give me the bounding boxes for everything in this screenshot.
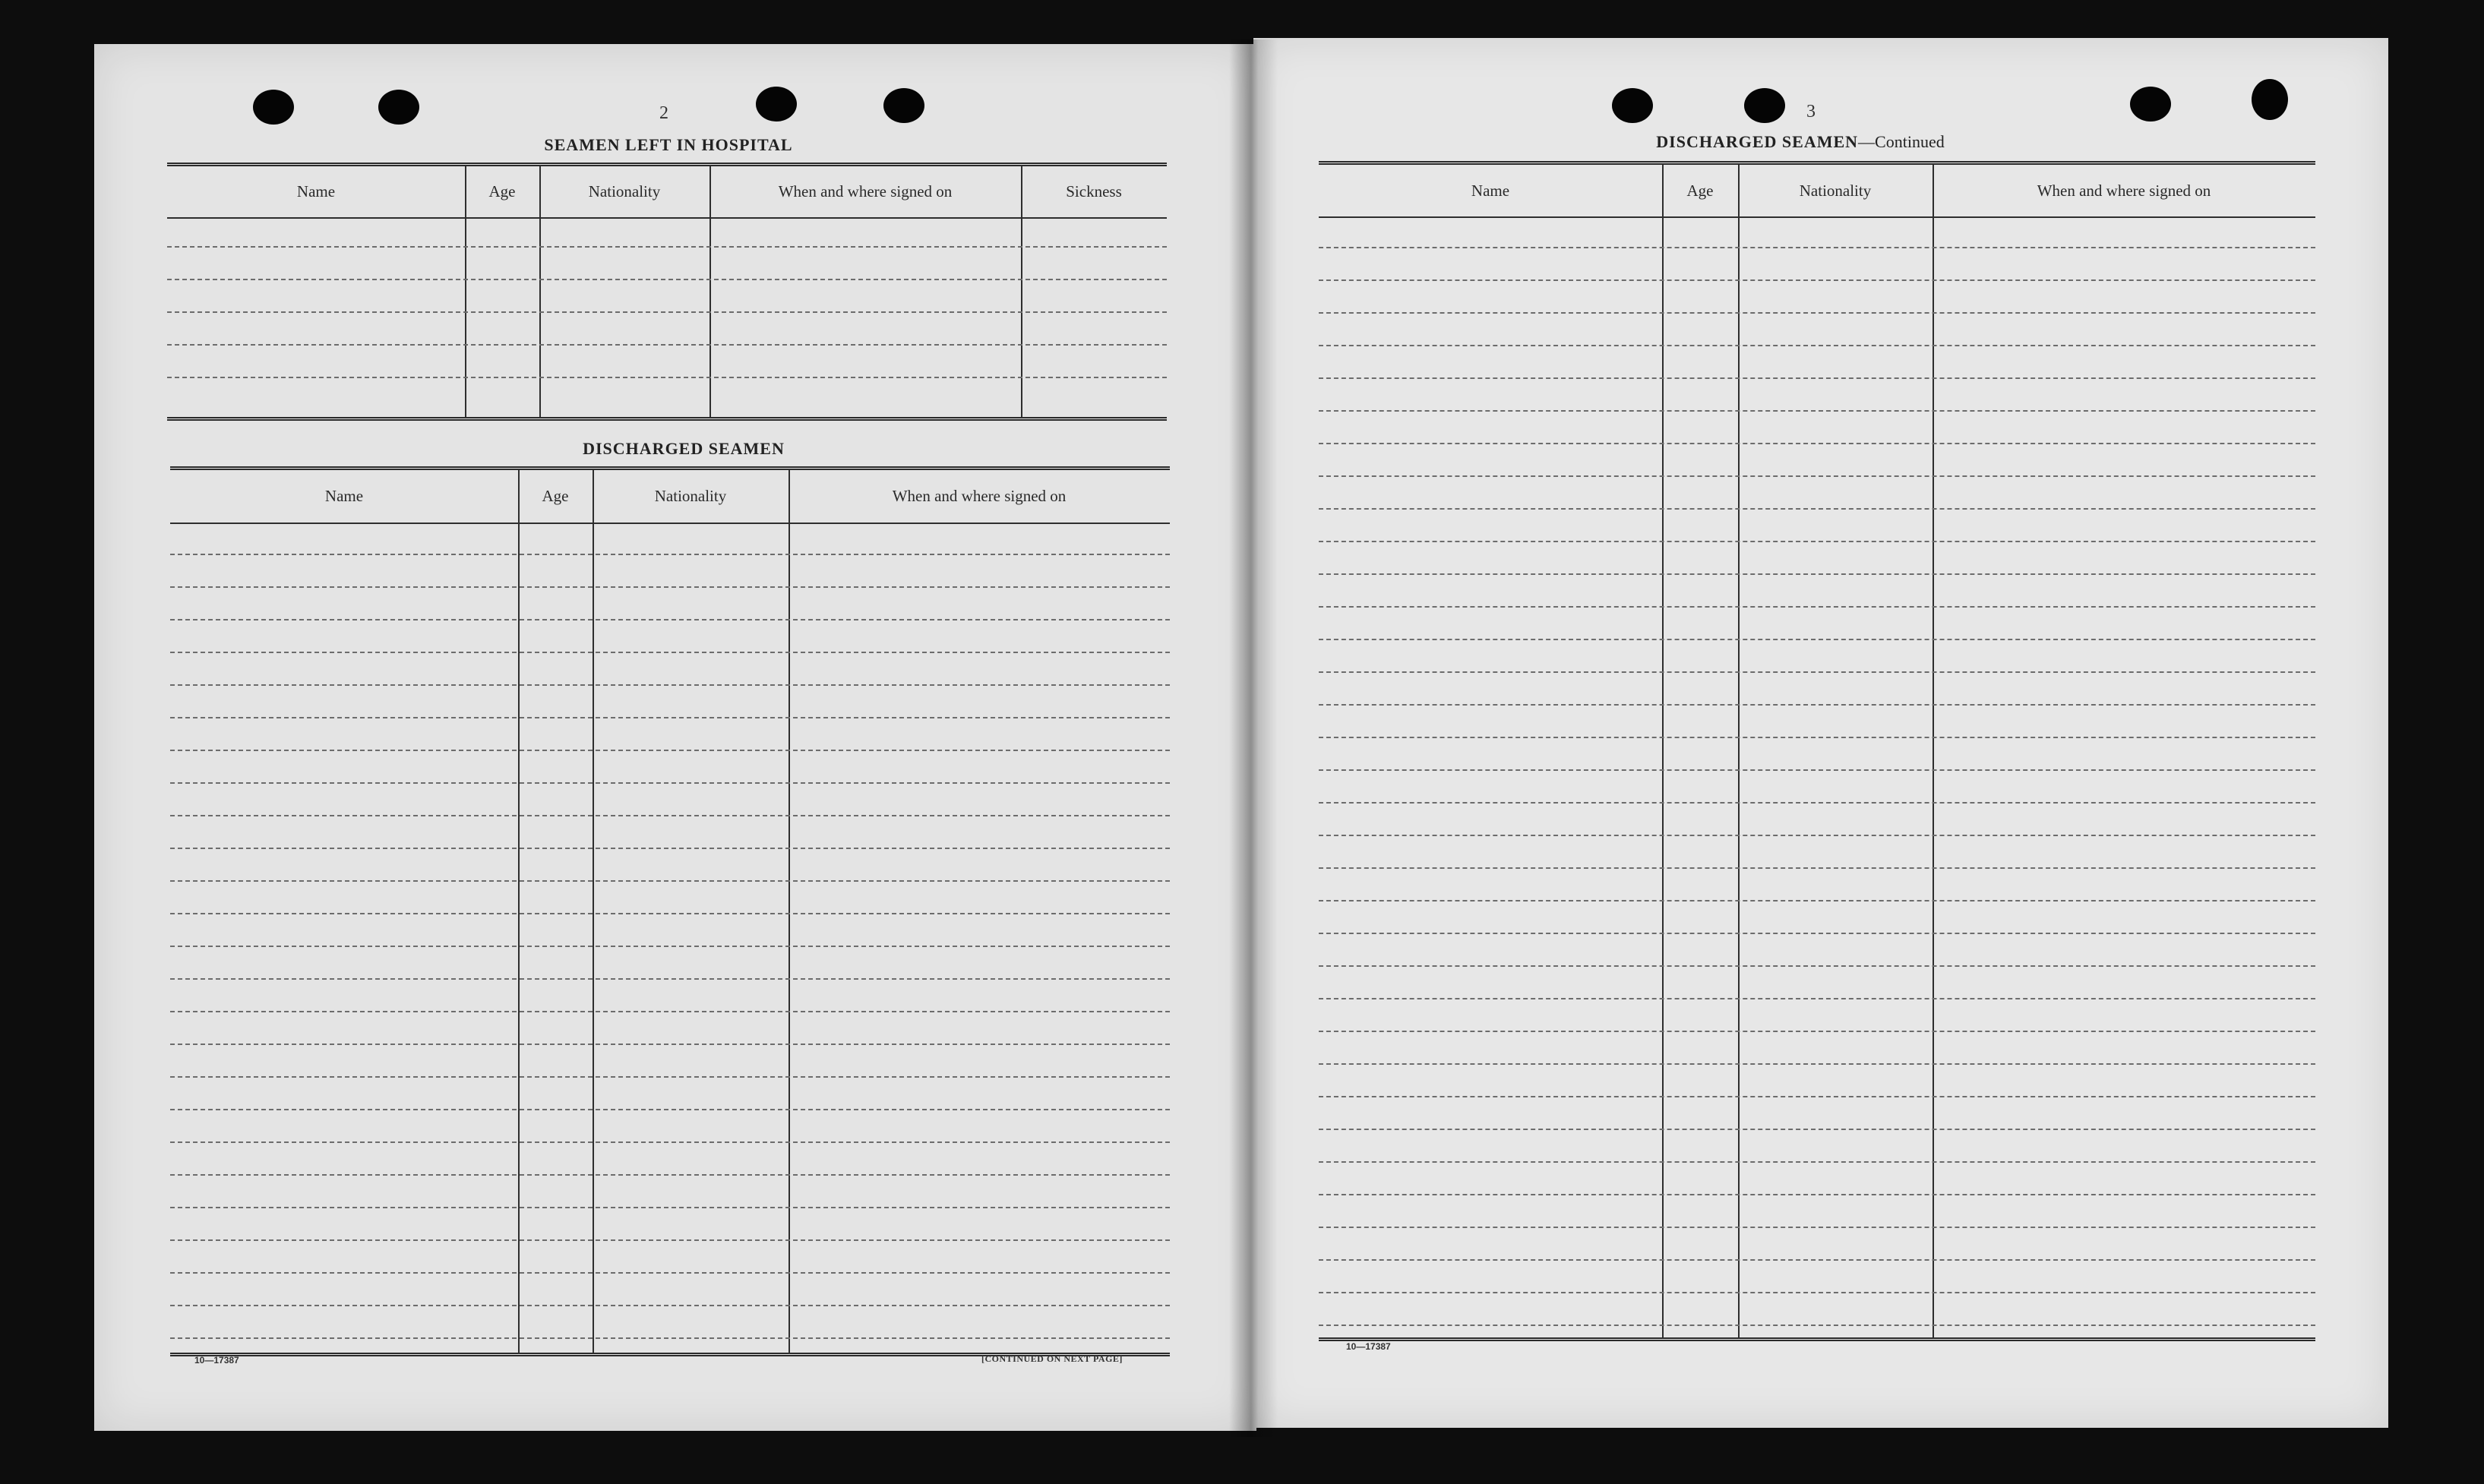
row-line [1319,1194,2315,1195]
page-number: 2 [659,103,668,123]
discharged-table [170,466,1170,1356]
column-divider [1021,166,1022,417]
hospital-section-title: SEAMEN LEFT IN HOSPITAL [544,135,793,154]
column-divider [539,166,541,417]
column-header-nationality: Nationality [588,182,661,200]
row-line [170,1207,1170,1208]
column-divider [788,470,790,1353]
row-line [170,978,1170,980]
row-line [1319,769,2315,771]
row-line [1319,606,2315,608]
column-header-nationality: Nationality [654,487,727,505]
row-line [1319,671,2315,673]
column-header-age: Age [542,487,569,505]
row-line [170,554,1170,555]
column-header-name: Name [1471,182,1510,200]
row-line [1319,639,2315,640]
column-divider [518,470,520,1353]
row-line [170,848,1170,849]
row-line [167,344,1167,346]
column-header-nationality: Nationality [1799,182,1872,200]
punch-hole [883,88,924,123]
column-header-age: Age [488,182,516,200]
punch-hole [378,90,419,125]
book-fold-shadow [1229,39,1278,1437]
row-line [1319,1259,2315,1261]
section-title-suffix: —Continued [1858,132,1945,151]
row-line [1319,835,2315,836]
row-line [170,586,1170,588]
row-line [1319,1325,2315,1326]
row-line [170,717,1170,718]
section-title-text: DISCHARGED SEAMEN [1656,132,1859,151]
row-line [170,946,1170,947]
row-line [1319,573,2315,575]
row-line [170,815,1170,816]
column-header-signed-on: When and where signed on [892,487,1067,505]
row-line [170,652,1170,653]
row-line [1319,802,2315,804]
row-line [170,1305,1170,1306]
row-line [1319,867,2315,869]
punch-hole [2252,79,2288,120]
row-line [167,279,1167,280]
row-line [1319,1129,2315,1130]
row-line [1319,998,2315,999]
row-line [1319,965,2315,967]
row-line [1319,247,2315,248]
continued-note: [CONTINUED ON NEXT PAGE] [981,1353,1123,1364]
row-line [170,1239,1170,1241]
column-header-name: Name [324,487,364,505]
row-line [1319,279,2315,281]
punch-hole [1612,88,1653,123]
row-line [167,311,1167,313]
discharged-continued-title [1572,132,2028,152]
table-header [170,470,1170,524]
row-line [1319,933,2315,934]
row-line [170,1109,1170,1110]
row-line [170,750,1170,751]
row-line [1319,508,2315,510]
row-line [1319,1161,2315,1163]
row-line [170,1044,1170,1045]
row-line [170,1076,1170,1078]
row-line [1319,312,2315,314]
row-line [170,684,1170,686]
row-line [167,246,1167,248]
column-header-name: Name [296,182,336,200]
row-line [1319,1227,2315,1228]
row-line [1319,377,2315,379]
discharged-continued-table [1319,161,2315,1341]
row-line [170,1337,1170,1339]
hospital-table [167,163,1167,421]
row-line [1319,704,2315,706]
punch-hole [2130,87,2171,122]
punch-hole [756,87,797,122]
table-header [1319,165,2315,218]
row-line [1319,345,2315,346]
row-line [170,1011,1170,1012]
row-line [170,1272,1170,1274]
row-line [170,782,1170,784]
column-divider [465,166,466,417]
row-line [1319,475,2315,477]
form-code: 10—17387 [194,1355,239,1366]
column-header-signed-on: When and where signed on [778,182,953,200]
row-line [1319,1292,2315,1293]
row-line [1319,443,2315,444]
row-line [1319,900,2315,901]
row-line [1319,410,2315,412]
form-code: 10—17387 [1346,1341,1391,1352]
row-line [1319,541,2315,542]
column-divider [593,470,594,1353]
column-divider [709,166,711,417]
row-line [1319,1031,2315,1032]
row-line [167,377,1167,378]
column-header-sickness: Sickness [1066,182,1122,200]
page-number: 3 [1806,102,1816,122]
punch-hole [253,90,294,125]
row-line [170,880,1170,882]
row-line [170,619,1170,620]
column-header-age: Age [1686,182,1714,200]
row-line [1319,1063,2315,1065]
row-line [1319,737,2315,738]
punch-hole [1744,88,1785,123]
row-line [170,913,1170,914]
table-header [167,166,1167,219]
row-line [170,1174,1170,1176]
column-header-signed-on: When and where signed on [2037,182,2211,200]
row-line [170,1141,1170,1143]
discharged-section-title: DISCHARGED SEAMEN [583,439,785,458]
row-line [1319,1096,2315,1097]
